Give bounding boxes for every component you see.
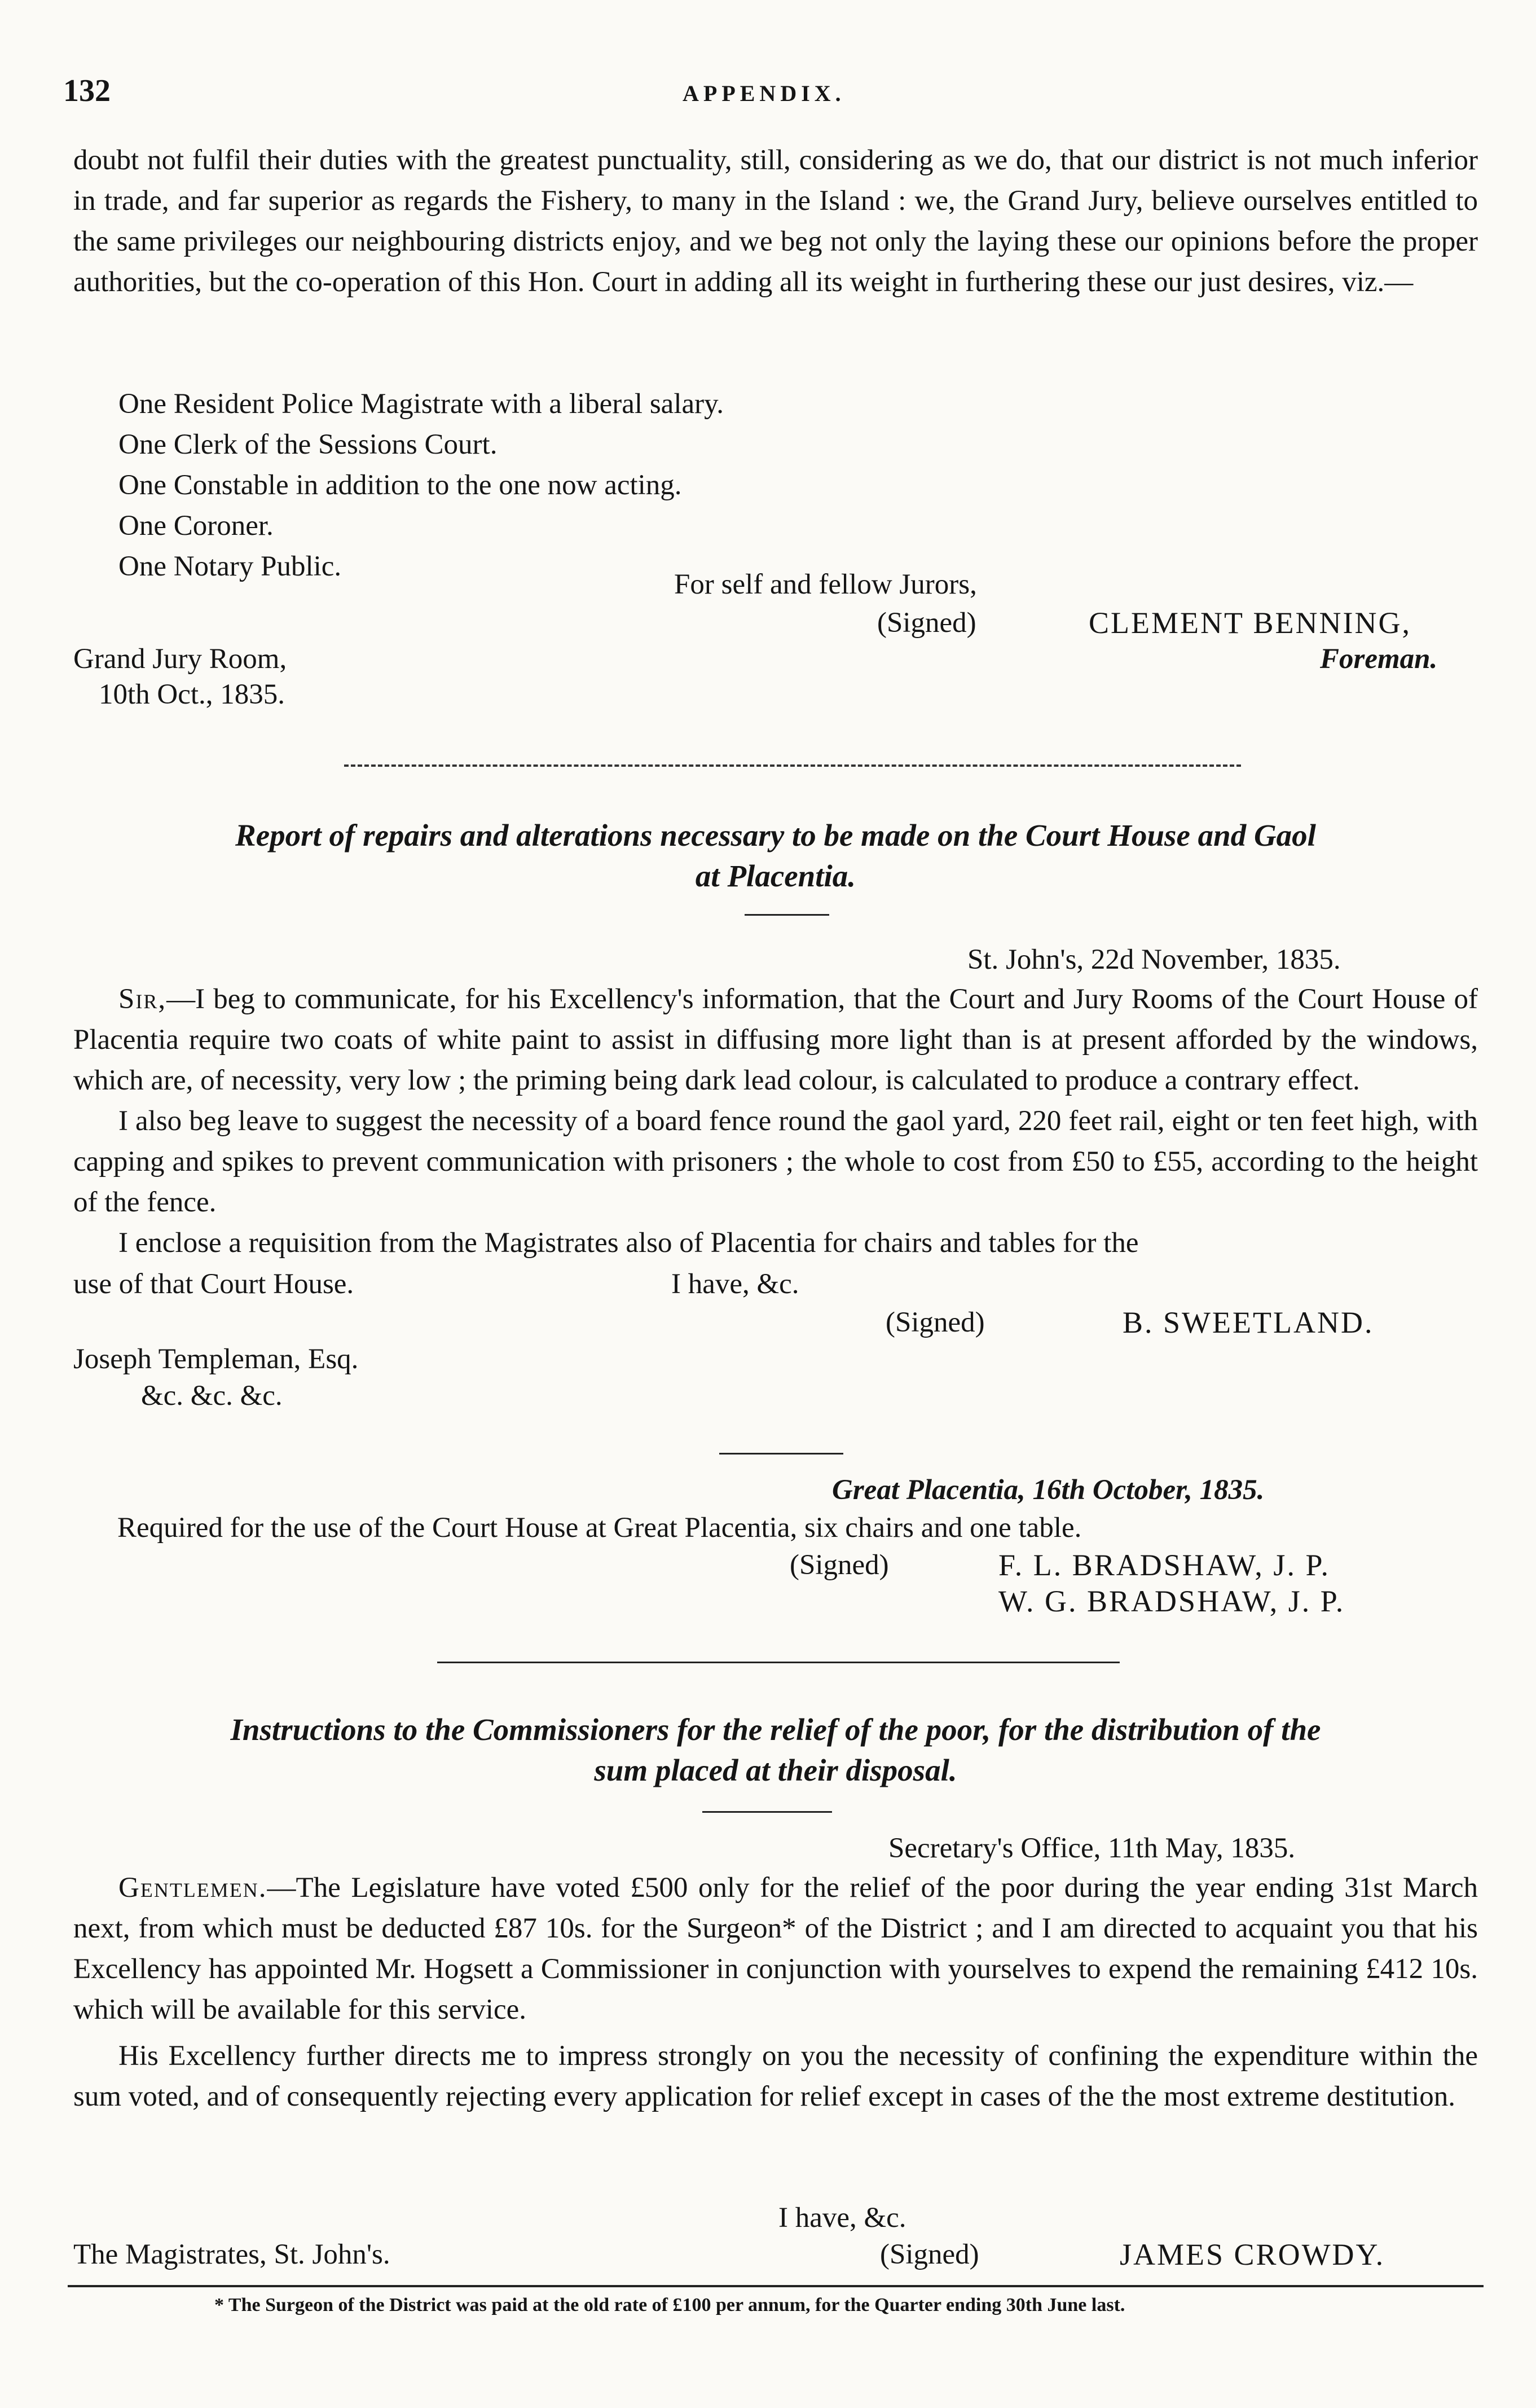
instructions-heading (73, 1710, 1478, 1791)
instructions-salutation: Gentlemen. (118, 1872, 267, 1904)
grand-jury-text: doubt not fulfil their duties with the greatest punctuality, still, considering as we do, that our district is not much inferior in trade, and far superior as regards the Fishery, to many in the Island : we, the Grand Jury, believe ourselves entitled to the same privileges our neighbouring districts enjoy, and we beg not only the laying these our opinions before the proper authorities, but the co-operation of this Hon. Court in adding all its weight in furthering these our just desires, viz.— (73, 144, 1478, 298)
requisition-signed: (Signed) (790, 1549, 889, 1581)
instructions-heading-line1: Instructions to the Commissioners for the relief of the poor, for the distribution of the (230, 1712, 1321, 1747)
report-para-2: I also beg leave to suggest the necessity of a board fence round the gaol yard, 220 feet rail, eight or ten feet high, with capping and spikes to prevent communication with prisoners ; the whole to cost from £50 to £55, according to the height of the fence. (73, 1105, 1478, 1218)
report-para-3-line2: use of that Court House. (73, 1268, 354, 1300)
section-divider (437, 1662, 1120, 1663)
grand-jury-signer: CLEMENT BENNING, (1089, 606, 1411, 640)
short-rule (719, 1453, 843, 1455)
report-signer: B. SWEETLAND. (1123, 1306, 1374, 1339)
instructions-addressee: The Magistrates, St. John's. (73, 2239, 390, 2270)
instructions-dateline: Secretary's Office, 11th May, 1835. (888, 1833, 1296, 1864)
page-number: 132 (63, 73, 111, 108)
report-heading-line1: Report of repairs and alterations necessary to be made on the Court House and Gaol (235, 818, 1316, 853)
for-self-line: For self and fellow Jurors, (674, 569, 977, 600)
list-item: One Resident Police Magistrate with a liberal salary. (118, 388, 724, 420)
report-para-3-line1: I enclose a requisition from the Magistrates also of Placentia for chairs and tables for the (118, 1227, 1139, 1259)
instructions-heading-line2: sum placed at their disposal. (594, 1753, 957, 1787)
footnote: * The Surgeon of the District was paid at the old rate of £100 per annum, for the Quarter ending 30th June last. (214, 2295, 1125, 2315)
report-para-1 (73, 979, 1478, 1101)
short-rule (702, 1811, 832, 1813)
list-item: One Coroner. (118, 510, 274, 542)
short-rule (745, 914, 829, 916)
instructions-para-1-text: —The Legislature have voted £500 only for the relief of the poor during the year ending 31st March next, from which must be deducted £87 10s. for the Surgeon* of the District ; and I am directed to acquaint you that his Excellency has appointed Mr. Hogsett a Commissioner in conjunction with yourselves to expend the remaining £412 10s. which will be available for this service. (73, 1872, 1478, 2025)
report-addressee-etc: &c. &c. &c. (141, 1380, 283, 1412)
requisition-dateline: Great Placentia, 16th October, 1835. (832, 1474, 1265, 1506)
grand-jury-list (118, 384, 724, 587)
instructions-body (73, 1867, 1478, 2117)
report-signed: (Signed) (886, 1307, 985, 1338)
report-para-1-text: —I beg to communicate, for his Excellency's information, that the Court and Jury Rooms of the Court House of Placentia require two coats of white paint to assist in diffusing more light than is at present afforded by the windows, which are, of necessity, very low ; the priming being dark lead colour, is calculated to produce a contrary effect. (73, 983, 1478, 1096)
report-heading-line2: at Placentia. (695, 859, 856, 893)
grand-jury-date: 10th Oct., 1835. (99, 679, 285, 710)
instructions-para-2: His Excellency further directs me to impress strongly on you the necessity of confining the expenditure within the sum voted, and of consequently rejecting every application for relief except in cases of the the most extreme destitution. (73, 2040, 1478, 2112)
section-divider (344, 764, 1241, 767)
instructions-signer: JAMES CROWDY. (1120, 2238, 1385, 2271)
grand-jury-signer-title: Foreman. (1320, 643, 1438, 675)
report-dateline: St. John's, 22d November, 1835. (967, 944, 1341, 975)
report-body (73, 979, 1478, 1263)
grand-jury-paragraph (73, 140, 1478, 302)
report-heading (73, 815, 1478, 897)
requisition-signer-2: W. G. BRADSHAW, J. P. (998, 1584, 1345, 1618)
report-closing: I have, &c. (671, 1268, 799, 1300)
instructions-signed: (Signed) (880, 2239, 979, 2270)
list-item: One Constable in addition to the one now acting. (118, 469, 682, 501)
grand-jury-place: Grand Jury Room, (73, 643, 287, 675)
requisition-signer-1: F. L. BRADSHAW, J. P. (998, 1548, 1330, 1582)
grand-jury-signed: (Signed) (877, 607, 976, 639)
instructions-closing: I have, &c. (778, 2202, 906, 2234)
instructions-para-1 (73, 1867, 1478, 2030)
report-salutation: Sir, (118, 983, 167, 1015)
report-addressee: Joseph Templeman, Esq. (73, 1343, 359, 1375)
requisition-text: Required for the use of the Court House at Great Placentia, six chairs and one table. (117, 1512, 1082, 1544)
list-item: One Notary Public. (118, 551, 342, 582)
running-title: APPENDIX. (683, 81, 846, 106)
footnote-rule (68, 2285, 1484, 2287)
list-item: One Clerk of the Sessions Court. (118, 429, 498, 460)
